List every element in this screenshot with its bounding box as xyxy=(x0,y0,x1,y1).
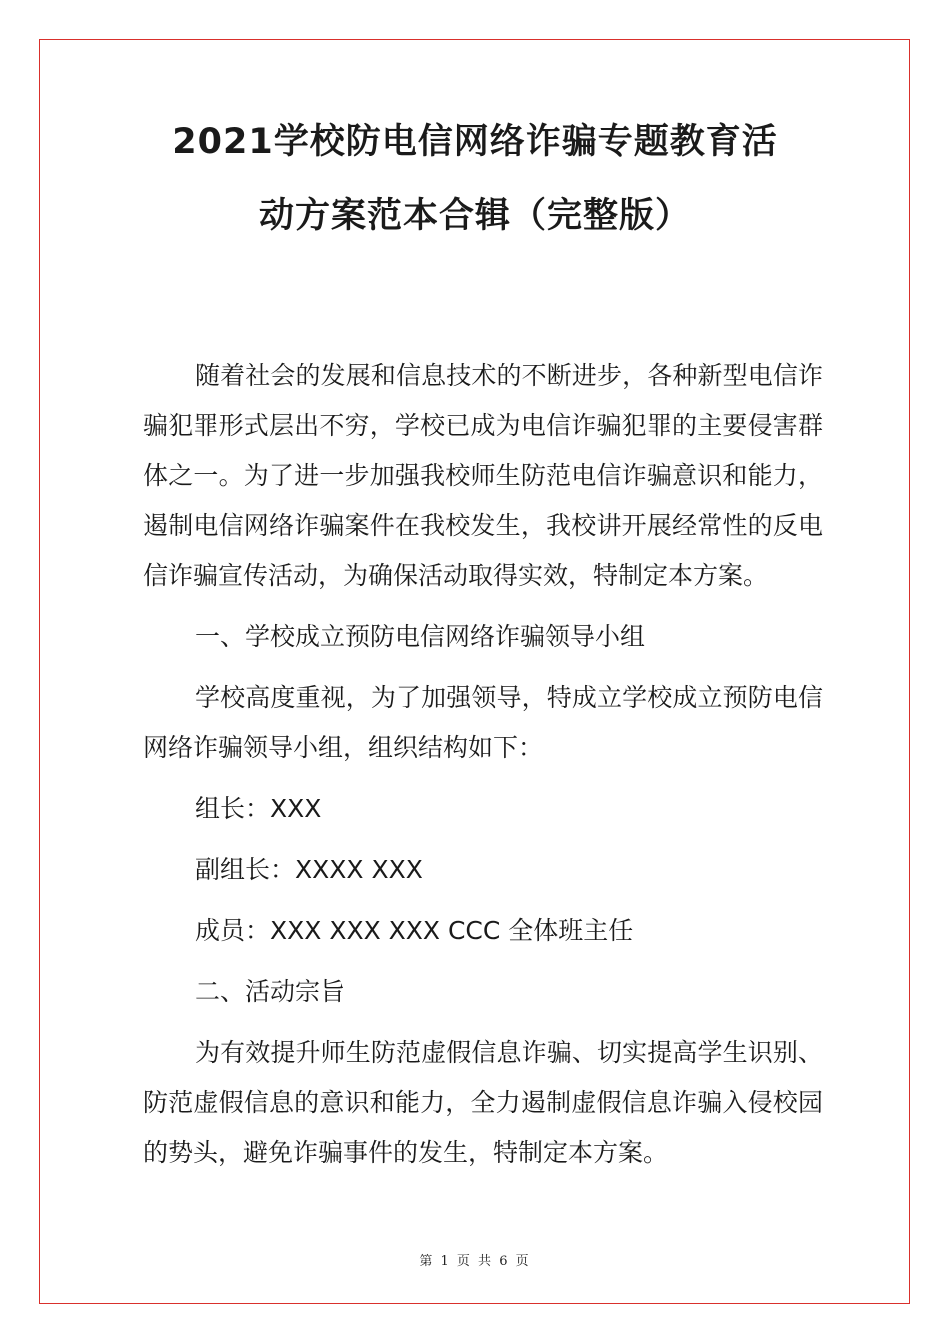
page-number-footer: 第 1 页 共 6 页 xyxy=(419,1254,531,1269)
paragraph-intro: 随着社会的发展和信息技术的不断进步，各种新型电信诈骗犯罪形式层出不穷，学校已成为电信诈骗犯罪的主要侵害群体之一。为了进一步加强我校师生防范电信诈骗意识和能力，遏制电信网络诈骗案件在我校发生，我校讲开展经常性的反电信诈骗宣传活动，为确保活动取得实效，特制定本方案。 xyxy=(143,361,823,590)
leader-line: 组长：XXX xyxy=(195,794,322,823)
section-heading-1: 一、学校成立预防电信网络诈骗领导小组 xyxy=(195,622,646,651)
members-line: 成员：XXX XXX XXX CCC 全体班主任 xyxy=(195,916,634,945)
paragraph-leadership: 学校高度重视，为了加强领导，特成立学校成立预防电信网络诈骗领导小组，组织结构如下： xyxy=(143,683,823,762)
section-heading-2: 二、活动宗旨 xyxy=(195,977,346,1006)
paragraph-purpose: 为有效提升师生防范虚假信息诈骗、切实提高学生识别、防范虚假信息的意识和能力，全力遏制虚假信息诈骗入侵校园的势头，避免诈骗事件的发生，特制定本方案。 xyxy=(143,1038,823,1167)
document-body xyxy=(143,351,823,1189)
document-title-line-2: 动方案范本合辑（完整版） xyxy=(258,196,691,236)
document-title-line-1: 2021学校防电信网络诈骗专题教育活 xyxy=(172,122,778,162)
deputy-leader-line: 副组长：XXXX XXX xyxy=(195,855,423,884)
